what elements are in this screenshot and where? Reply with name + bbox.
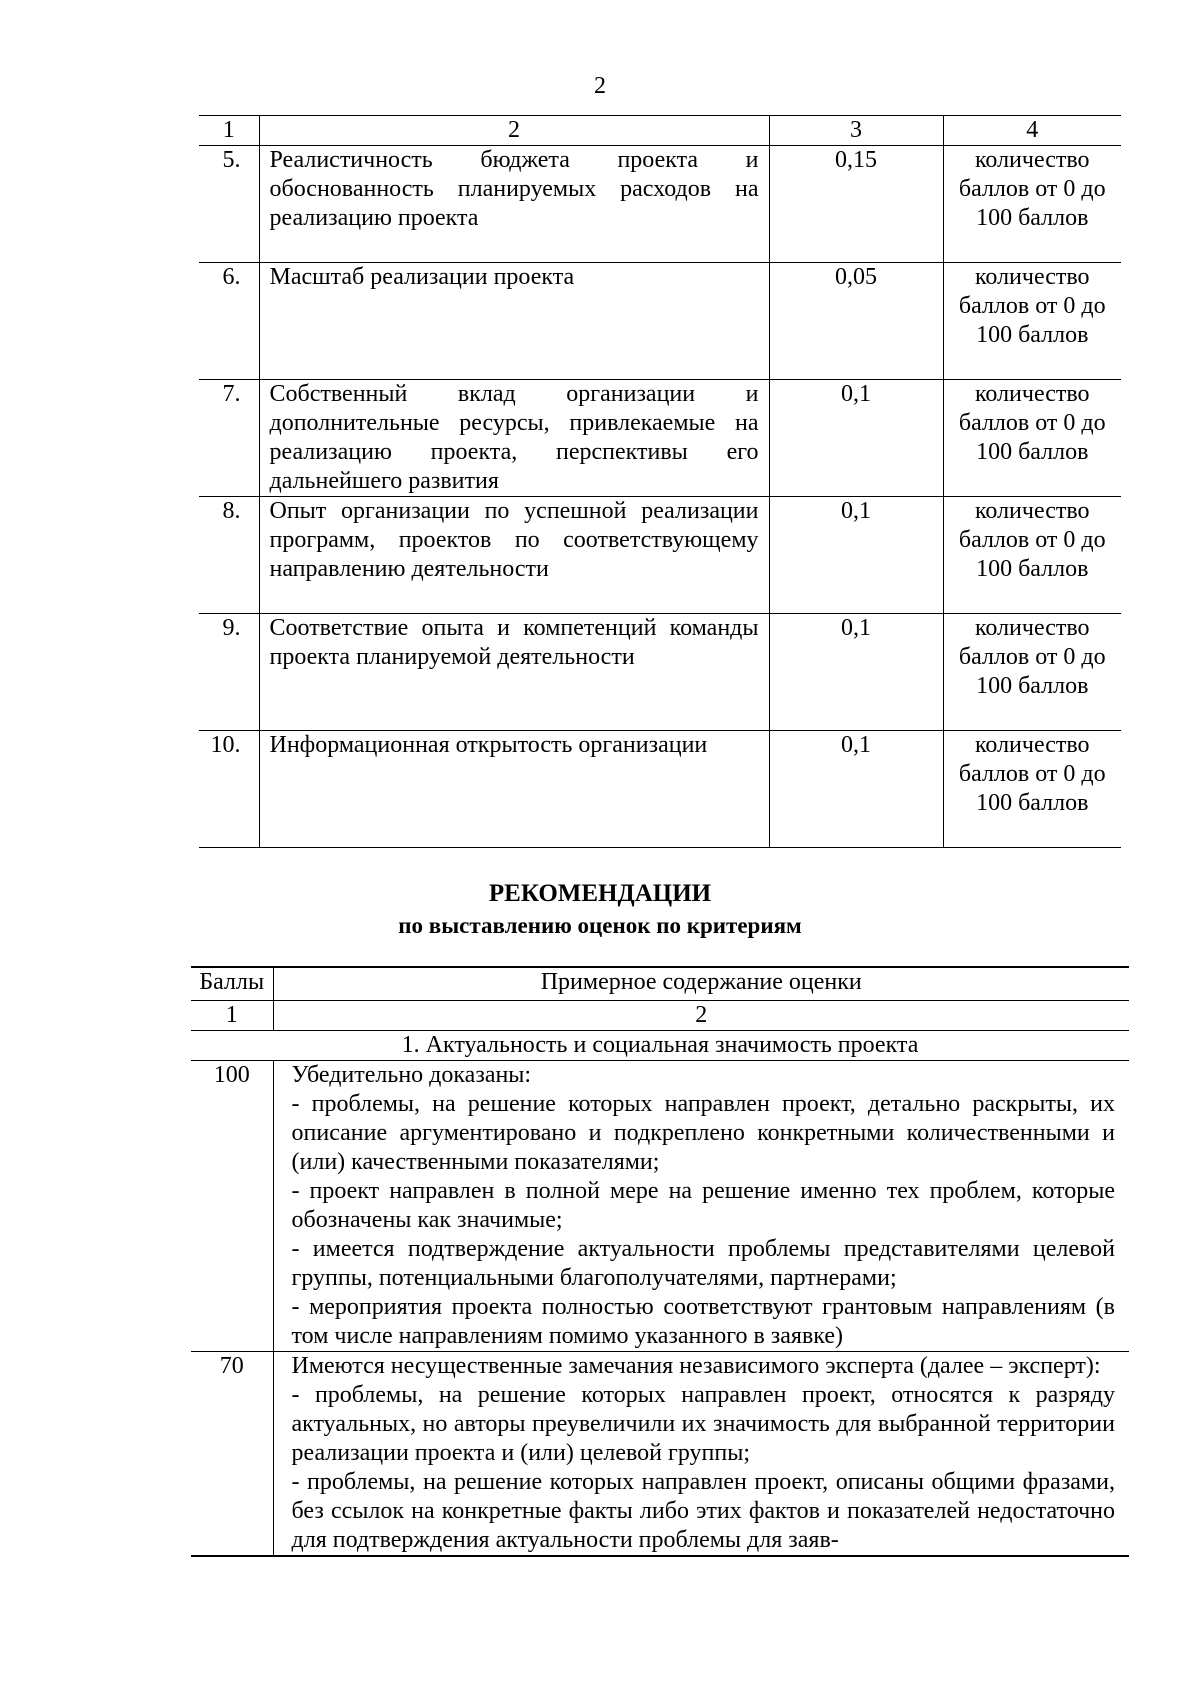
content-line: Убедительно доказаны:	[291, 1062, 532, 1088]
criterion-text: Опыт организации по успешной реализации программ, проектов по соответствующему направлению деятельности	[259, 497, 769, 614]
column-numbers-row	[191, 1001, 1129, 1031]
score-range: количество баллов от 0 до 100 баллов	[943, 731, 1121, 848]
content-line: Имеются несущественные замечания независимого эксперта (далее – эксперт):	[291, 1353, 1101, 1379]
column-number: 3	[769, 116, 943, 146]
score-range: количество баллов от 0 до 100 баллов	[943, 380, 1121, 497]
weight-value: 0,15	[769, 146, 943, 263]
table-row	[191, 1352, 1129, 1557]
page-number: 2	[594, 73, 606, 99]
column-number: 2	[273, 1001, 1129, 1031]
weight-value: 0,05	[769, 263, 943, 380]
weight-value: 0,1	[769, 731, 943, 848]
content-line: - проблемы, на решение которых направлен проект, описаны общими фразами, без ссылок на конкретные факты либо этих фактов и показателей недостаточно для подтверждения актуальности проблемы для заяв-	[291, 1469, 1115, 1553]
criterion-text: Соответствие опыта и компетенций команды проекта планируемой деятельности	[259, 614, 769, 731]
section-title: 1. Актуальность и социальная значимость проекта	[191, 1031, 1129, 1061]
content-line: - имеется подтверждение актуальности проблемы представителями целевой группы, потенциальными благополучателями, партнерами;	[291, 1236, 1115, 1291]
row-number: 10.	[199, 731, 259, 848]
criterion-text: Масштаб реализации проекта	[259, 263, 769, 380]
score-range: количество баллов от 0 до 100 баллов	[943, 614, 1121, 731]
content-line: - проблемы, на решение которых направлен проект, детально раскрыты, их описание аргументировано и подкреплено конкретными количественными и (или) качественными показателями;	[291, 1091, 1115, 1175]
content-line: - проблемы, на решение которых направлен проект, относятся к разряду актуальных, но авторы преувеличили их значимость для выбранной территории реализации проекта и (или) целевой группы;	[291, 1382, 1115, 1466]
header-content: Примерное содержание оценки	[273, 967, 1129, 1001]
criterion-text: Информационная открытость организации	[259, 731, 769, 848]
table-row	[199, 731, 1121, 848]
points-value: 70	[191, 1352, 273, 1557]
recommendations-subtitle: по выставлению оценок по критериям	[398, 913, 802, 938]
table-row	[191, 1061, 1129, 1352]
table-row	[199, 497, 1121, 614]
weight-value: 0,1	[769, 380, 943, 497]
table-row	[199, 146, 1121, 263]
score-range: количество баллов от 0 до 100 баллов	[943, 263, 1121, 380]
section-row	[191, 1031, 1129, 1061]
column-number: 4	[943, 116, 1121, 146]
table-row	[199, 380, 1121, 497]
content-line: - мероприятия проекта полностью соответствуют грантовым направлениям (в том числе направлениям помимо указанного в заявке)	[291, 1294, 1115, 1349]
row-number: 7.	[199, 380, 259, 497]
score-range: количество баллов от 0 до 100 баллов	[943, 497, 1121, 614]
evaluation-content	[273, 1352, 1129, 1557]
row-number: 5.	[199, 146, 259, 263]
evaluation-content	[273, 1061, 1129, 1352]
row-number: 9.	[199, 614, 259, 731]
criteria-table	[199, 115, 1121, 848]
recommendations-table	[191, 966, 1129, 1557]
column-number: 2	[259, 116, 769, 146]
column-number: 1	[199, 116, 259, 146]
recommendations-table-header	[191, 967, 1129, 1001]
weight-value: 0,1	[769, 614, 943, 731]
points-value: 100	[191, 1061, 273, 1352]
criterion-text: Реалистичность бюджета проекта и обоснованность планируемых расходов на реализацию проекта	[259, 146, 769, 263]
table-row	[199, 263, 1121, 380]
row-number: 8.	[199, 497, 259, 614]
criterion-text: Собственный вклад организации и дополнительные ресурсы, привлекаемые на реализацию проекта, перспективы его дальнейшего развития	[259, 380, 769, 497]
weight-value: 0,1	[769, 497, 943, 614]
content-line: - проект направлен в полной мере на решение именно тех проблем, которые обозначены как значимые;	[291, 1178, 1115, 1233]
score-range: количество баллов от 0 до 100 баллов	[943, 146, 1121, 263]
column-number: 1	[191, 1001, 273, 1031]
recommendations-title: РЕКОМЕНДАЦИИ	[488, 880, 712, 907]
row-number: 6.	[199, 263, 259, 380]
criteria-table-header	[199, 116, 1121, 146]
header-points: Баллы	[191, 967, 273, 1001]
table-row	[199, 614, 1121, 731]
